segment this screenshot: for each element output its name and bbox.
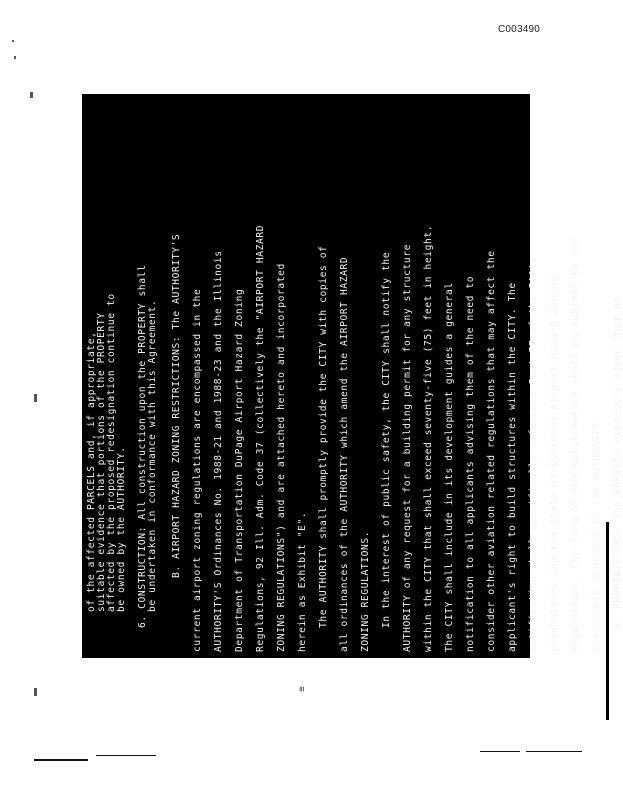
text-line: of the affected PARCELS and, if appropriate,	[86, 331, 97, 612]
text-line: suitable evidence that portions of the PROPERTY	[96, 312, 107, 612]
bottom-rule-right	[480, 751, 520, 752]
scan-speck	[34, 394, 37, 402]
bottom-rule-mid	[96, 755, 156, 756]
text-line: current airport zoning regulations are encompassed in the	[192, 288, 203, 652]
document-control-number: C003490	[498, 24, 540, 35]
text-line: Regulations, 92 Ill. Adm. Code 37 (collectively the "AIRPORT HAZARD	[255, 224, 266, 652]
text-line: be undertaken in conformance with this Agreement.	[147, 299, 158, 612]
scan-speck	[14, 56, 16, 59]
text-line: ZONING REGULATIONS.	[360, 530, 371, 652]
bottom-rule-right-2	[526, 751, 582, 752]
text-line: consider other aviation related regulations that may affect the	[486, 250, 497, 652]
text-line: 6. CONSTRUCTION: All construction upon the PROPERTY shall	[137, 264, 148, 628]
text-line: The CITY shall include in its development guides a general	[444, 282, 455, 652]
scan-edge-bar	[606, 522, 609, 720]
bottom-rule-left	[34, 759, 88, 761]
scan-speck	[30, 92, 33, 98]
text-line: all ordinances of the AUTHORITY which amend the AIRPORT HAZARD	[339, 256, 350, 652]
text-line: Department of Transportation DuPage Airport Hazard Zoning	[234, 288, 245, 652]
text-line: affected by the proposed redesignation continue to	[106, 293, 117, 612]
text-line: herein as Exhibit "E".	[297, 511, 308, 652]
text-line: be owned by the AUTHORITY.	[116, 446, 127, 612]
scan-speck	[34, 688, 37, 696]
text-line: reasonable approval of the AUTHORITY.	[591, 416, 602, 652]
text-line: B. AIRPORT HAZARD ZONING RESTRICTIONS: The AUTHORITY'S	[171, 233, 182, 578]
text-line: regulations and the State of Illinois Airport Hazard Zoning	[549, 275, 560, 652]
text-line: AUTHORITY of any request for a building permit for any structure	[402, 243, 413, 652]
text-line: notification shall specifically reference Part 77 of the FAA's	[528, 256, 539, 652]
text-line: notification to all applicants advising them of the need to	[465, 275, 476, 652]
text-line: ZONING REGULATIONS") and are attached hereto and incorporated	[276, 263, 287, 652]
text-line: within the CITY that shall exceed seventy-five (75) feet in height.	[423, 224, 434, 652]
text-line: Regulations. The form of the notification shall be subject to the	[570, 237, 581, 652]
text-line: AUTHORITY'S Ordinances No. 1988-21 and 1988-23 and the Illinois	[213, 250, 224, 652]
folio-mark: ≡	[297, 686, 308, 692]
text-line: In the interest of public safety, the CITY shall notify the	[381, 251, 392, 628]
text-line: C. PROHIBITIONS: The PARTIES expressly agree that no	[612, 296, 623, 628]
rotated-scanned-page	[82, 94, 623, 658]
text-line: applicant's right to build structures within the CITY. The	[507, 282, 518, 652]
scan-speck	[12, 40, 14, 42]
text-line: The AUTHORITY shall promptly provide the CITY with copies of	[318, 245, 329, 628]
